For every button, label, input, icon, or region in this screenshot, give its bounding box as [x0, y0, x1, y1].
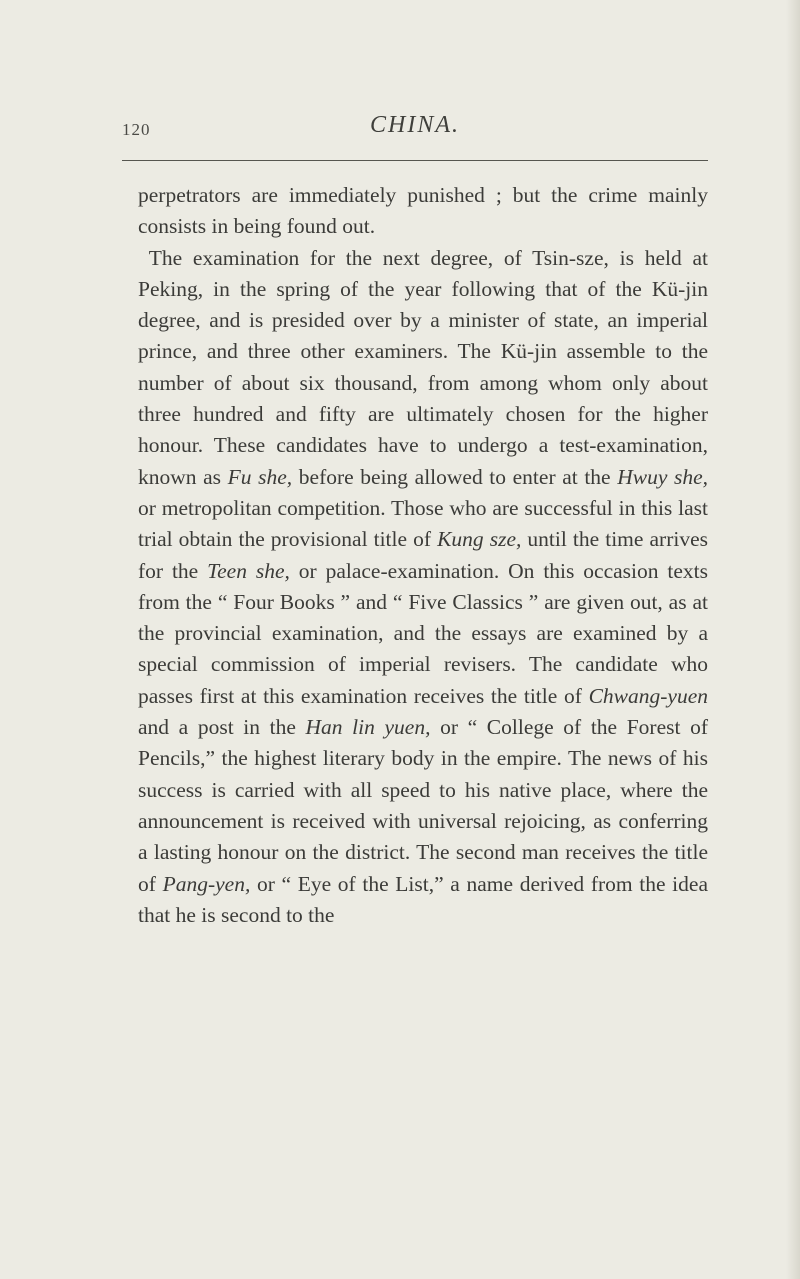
page-edge-shadow: [786, 0, 800, 1279]
term-pang-yen: Pang-yen,: [162, 871, 251, 896]
term-teen-she: Teen she,: [207, 558, 290, 583]
paragraph-2-text-a: The examination for the next degree, of Tsin-sze, is held at Peking, in the spring of the year following that of the Kü-jin degree, and is presided over by a minister of state, an imperial prince, and three other examiners. The Kü-jin assemble to the number of about six thousand, from among whom only about three hundred and fifty are ultimately chosen for the higher honour. These candidates have to undergo a test-examination, known as: [138, 245, 708, 489]
term-fu-she: Fu she,: [227, 464, 293, 489]
paragraph-2-text-h: or “ Eye of the List,” a name derived from the idea that he is second to the: [138, 871, 708, 927]
header-rule: [122, 160, 708, 161]
running-head: CHINA.: [370, 112, 460, 138]
page-number: 120: [122, 120, 151, 139]
term-han-lin-yuen: Han lin yuen,: [305, 715, 431, 740]
page-header: [122, 112, 708, 146]
paragraph-2-text-b: before being allowed to enter at the: [292, 464, 618, 489]
paragraph-2-text-g: or “ College of the Forest of Pencils,” the highest literary body in the empire. The news of his success is carried with all speed to his native place, where the announcement is received with universal rejoicing, as conferring a lasting honour on the district. The second man receives the title of: [138, 715, 708, 896]
term-hwuy-she: Hwuy she,: [617, 464, 708, 489]
paragraph-2-text-c: or metropolitan competition. Those who are successful in this last trial obtain the provisional title of: [138, 495, 708, 552]
body-text: [138, 180, 708, 931]
paragraph-2: [138, 243, 708, 932]
paragraph-2-text-f: and a post in the: [138, 715, 306, 740]
paragraph-1: [138, 180, 708, 243]
term-chwang-yuen: Chwang-yuen: [588, 683, 708, 708]
paragraph-1-text: perpetrators are immediately punished ; but the crime mainly consists in being found out.: [138, 183, 708, 239]
paragraph-2-text-d: until the time arrives for the: [138, 527, 708, 583]
paragraph-2-text-e: or palace-examination. On this occasion texts from the “ Four Books ” and “ Five Classics ” are given out, as at the provincial examination, and the essays are examined by a special commission of imperial revisers. The candidate who passes first at this examination receives the title of: [138, 558, 708, 708]
term-kung-sze: Kung sze,: [437, 527, 522, 552]
